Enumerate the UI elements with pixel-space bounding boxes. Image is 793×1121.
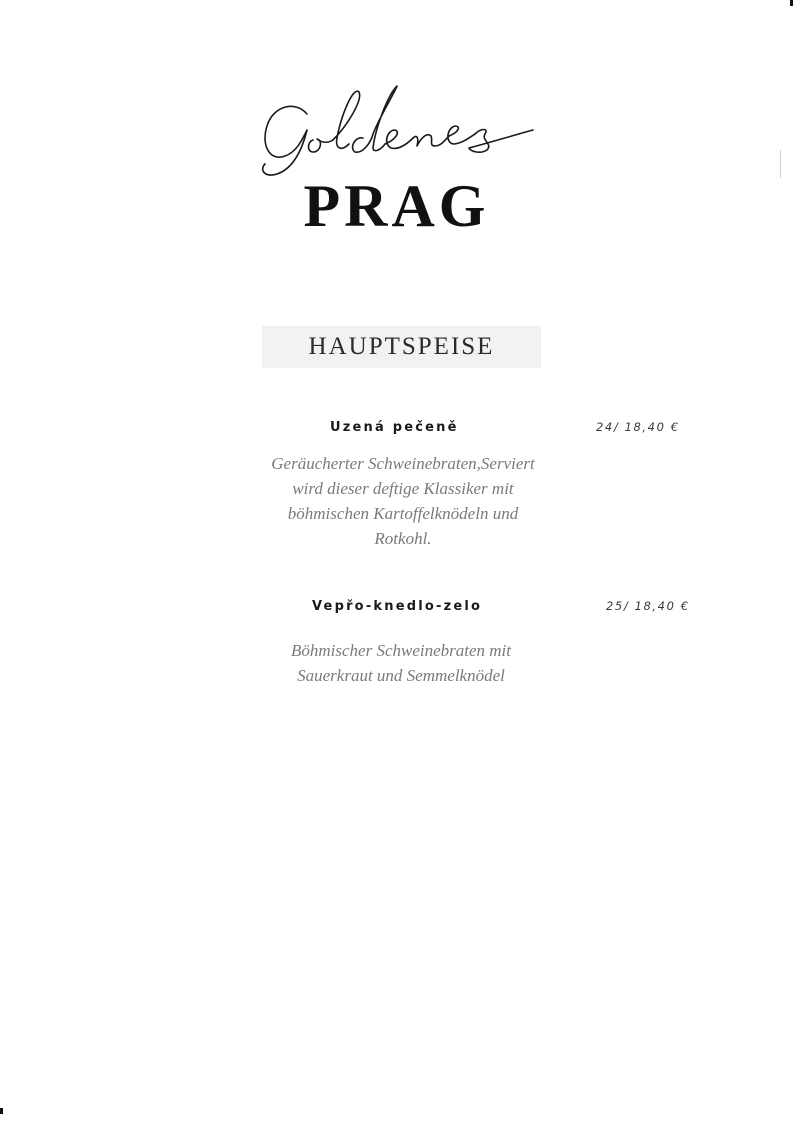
section-title: HAUPTSPEISE	[308, 333, 495, 360]
logo-script	[255, 82, 545, 182]
description-line: böhmischen Kartoffelknödeln und	[287, 504, 519, 523]
brand-name: PRAG	[303, 173, 490, 239]
description-line: Geräucherter Schweinebraten,Serviert	[271, 454, 535, 473]
dish-name: Uzená pečeně	[330, 420, 459, 435]
dish-description	[203, 451, 603, 551]
scan-line	[780, 150, 781, 178]
description-line: Böhmischer Schweinebraten mit	[290, 641, 511, 660]
description-line: wird dieser deftige Klassiker mit	[292, 479, 514, 498]
description-line: Rotkohl.	[374, 529, 432, 548]
logo-script-drawing	[255, 82, 545, 182]
dish-name: Vepřo-knedlo-zelo	[312, 599, 483, 614]
description-line: Sauerkraut und Semmelknödel	[297, 666, 505, 685]
section-header	[262, 326, 541, 368]
dish-price: 24/ 18,40 €	[596, 420, 680, 434]
dish-description	[201, 638, 601, 688]
dish-price: 25/ 18,40 €	[606, 599, 690, 613]
scan-speck	[0, 1108, 3, 1114]
